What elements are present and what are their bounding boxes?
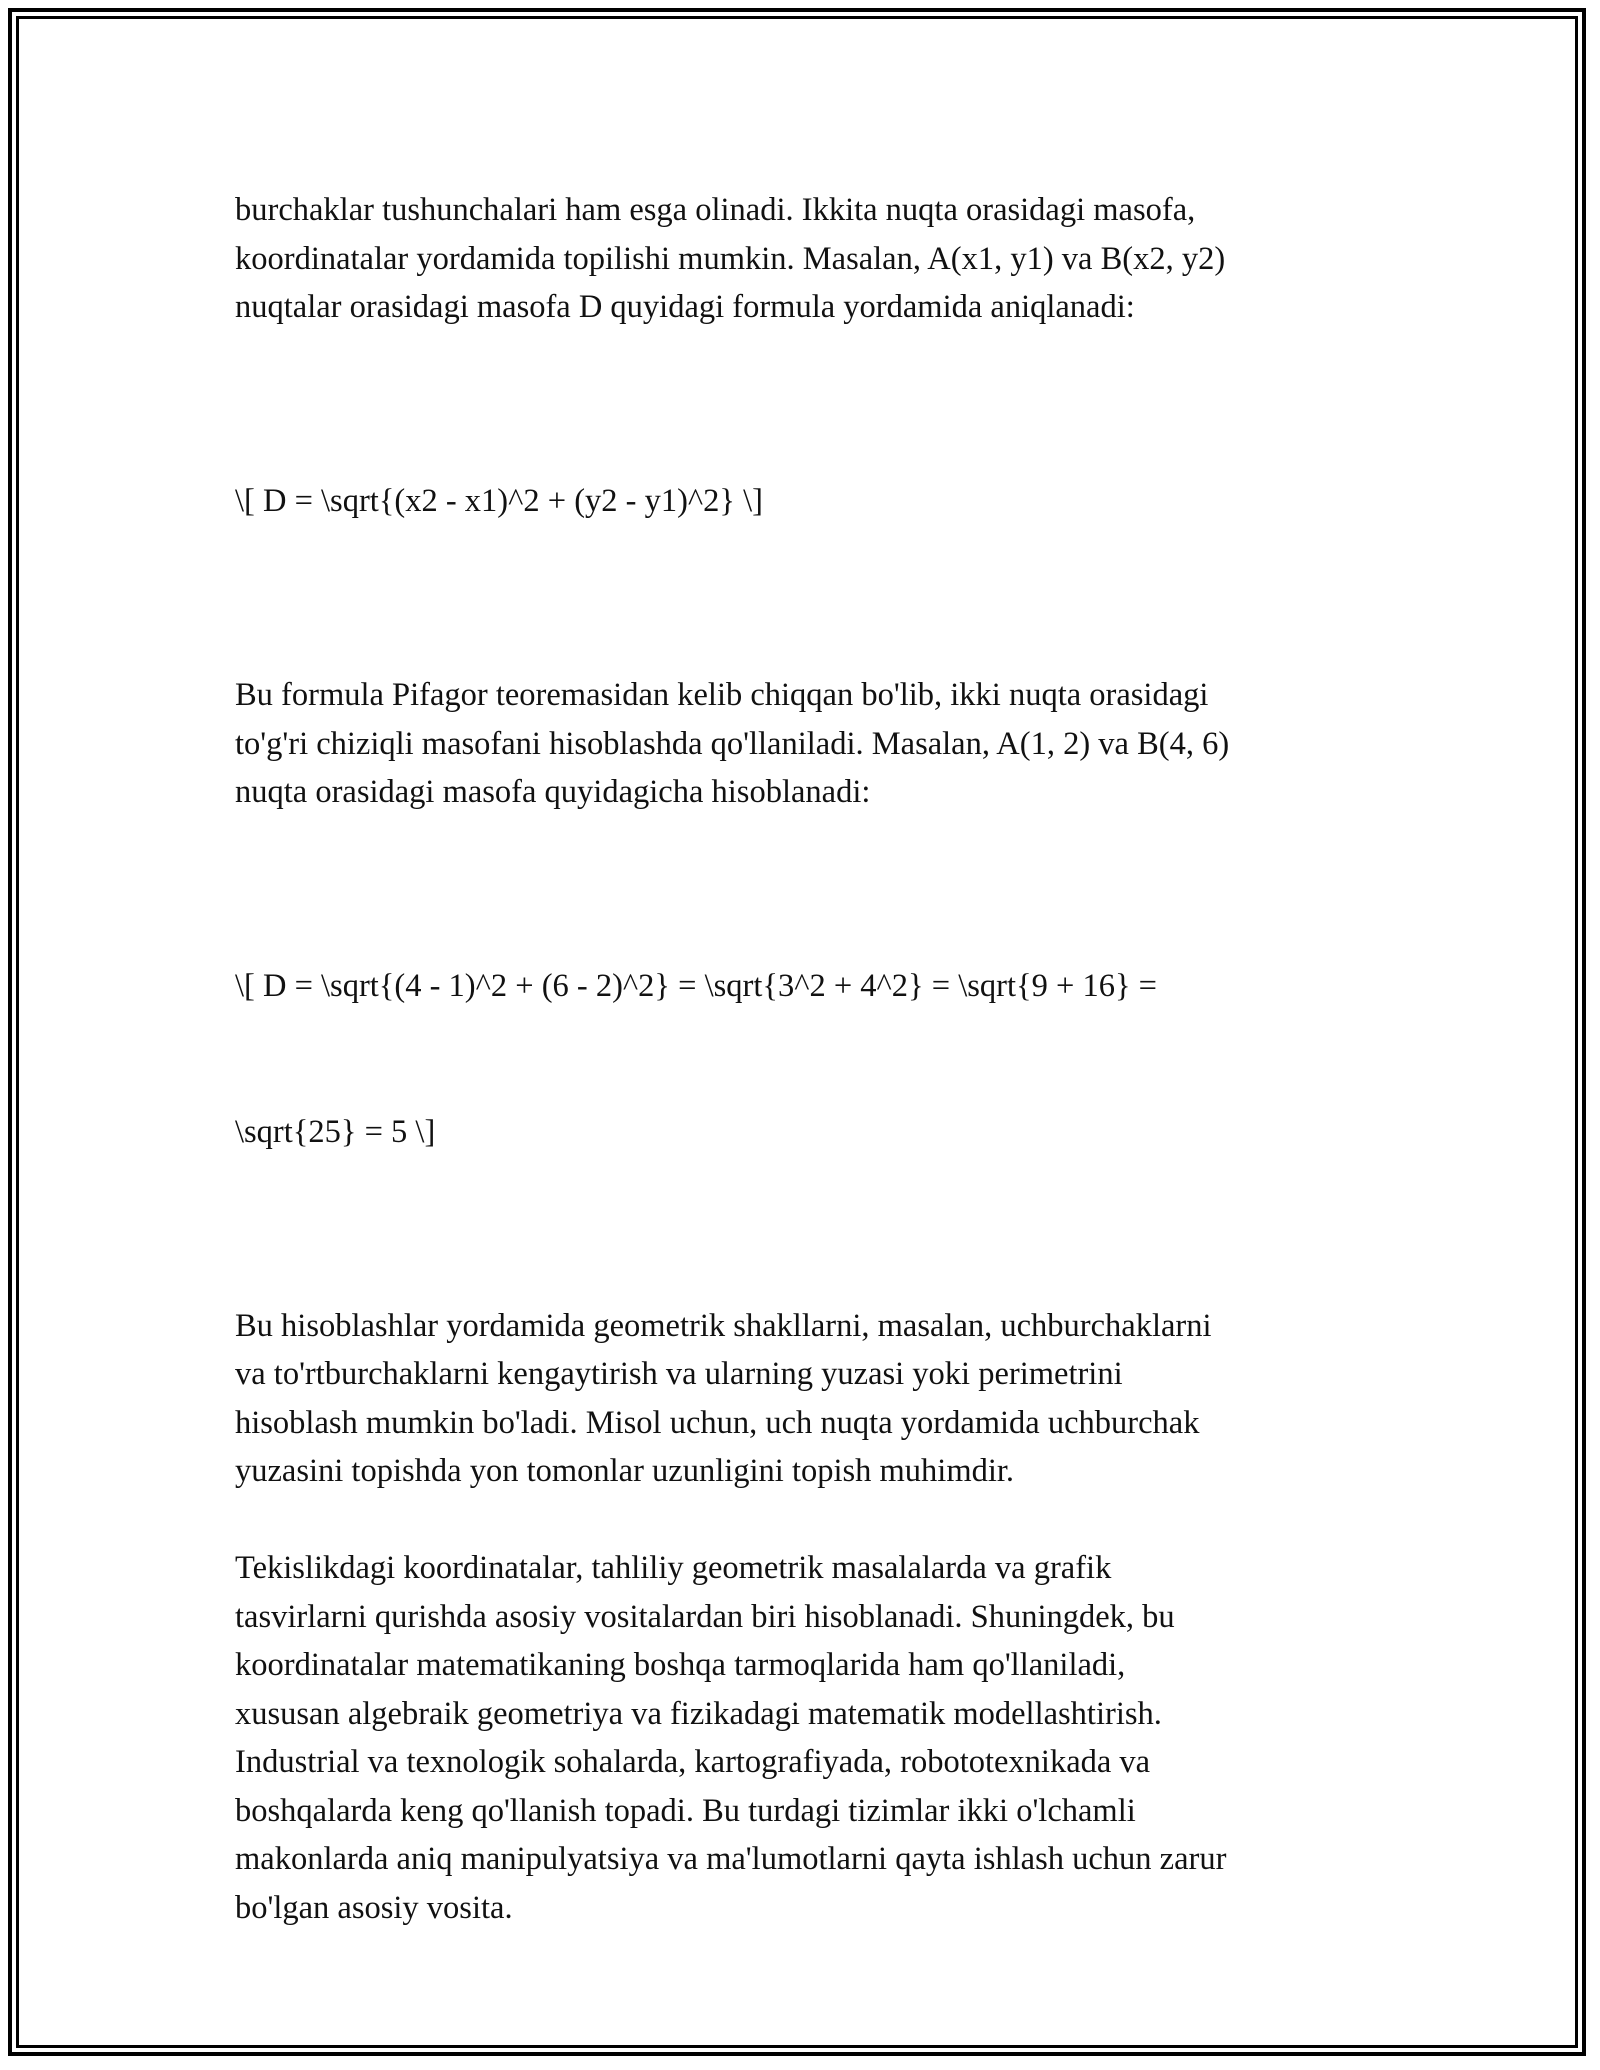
text-line: koordinatalar matematikaning boshqa tarmoqlarida ham qo'llaniladi, <box>235 1647 1126 1683</box>
formula-line: \[ D = \sqrt{(x2 - x1)^2 + (y2 - y1)^2} \] <box>235 483 763 519</box>
text-line: to'g'ri chiziqli masofani hisoblashda qo'llaniladi. Masalan, A(1, 2) va B(4, 6) <box>235 725 1230 762</box>
text-line: yuzasini topishda yon tomonlar uzunligini topish muhimdir. <box>235 1453 1015 1489</box>
formula-line: \sqrt{25} = 5 \] <box>235 1113 436 1150</box>
text-line: tasvirlarni qurishda asosiy vositalardan biri hisoblanadi. Shuningdek, bu <box>235 1598 1175 1635</box>
paragraph-shapes <box>235 1302 1365 1496</box>
document-body <box>235 186 1365 1981</box>
text-line: nuqta orasidagi masofa quyidagicha hisoblanadi: <box>235 774 871 810</box>
text-line: koordinatalar yordamida topilishi mumkin. Masalan, A(x1, y1) va B(x2, y2) <box>235 240 1226 277</box>
paragraph-distance-intro <box>235 186 1365 332</box>
text-line: va to'rtburchaklarni kengaytirish va ularning yuzasi yoki perimetrini <box>235 1356 1123 1392</box>
text-line: Bu hisoblashlar yordamida geometrik shakllarni, masalan, uchburchaklarni <box>235 1307 1212 1344</box>
formula-distance-general <box>235 380 1365 623</box>
paragraph-applications <box>235 1544 1365 1932</box>
text-line: hisoblash mumkin bo'ladi. Misol uchun, uch nuqta yordamida uchburchak <box>235 1404 1200 1441</box>
text-line: xususan algebraik geometriya va fizikadagi matematik modellashtirish. <box>235 1695 1162 1732</box>
text-line: makonlarda aniq manipulyatsiya va ma'lumotlarni qayta ishlash uchun zarur <box>235 1841 1227 1877</box>
formula-line: \[ D = \sqrt{(4 - 1)^2 + (6 - 2)^2} = \sqrt{3^2 + 4^2} = \sqrt{9 + 16} = <box>235 968 1157 1004</box>
text-line: bo'lgan asosiy vosita. <box>235 1889 513 1926</box>
text-line: Tekislikdagi koordinatalar, tahliliy geometrik masalalarda va grafik <box>235 1550 1112 1586</box>
text-line: Industrial va texnologik sohalarda, kartografiyada, robototexnikada va <box>235 1744 1151 1780</box>
formula-distance-example <box>235 865 1365 1253</box>
text-line: nuqtalar orasidagi masofa D quyidagi formula yordamida aniqlanadi: <box>235 289 1135 325</box>
paragraph-pythagoras <box>235 671 1365 817</box>
text-line: boshqalarda keng qo'llanish topadi. Bu turdagi tizimlar ikki o'lchamli <box>235 1792 1136 1829</box>
text-line: burchaklar tushunchalari ham esga olinadi. Ikkita nuqta orasidagi masofa, <box>235 192 1196 228</box>
text-line: Bu formula Pifagor teoremasidan kelib chiqqan bo'lib, ikki nuqta orasidagi <box>235 677 1209 713</box>
